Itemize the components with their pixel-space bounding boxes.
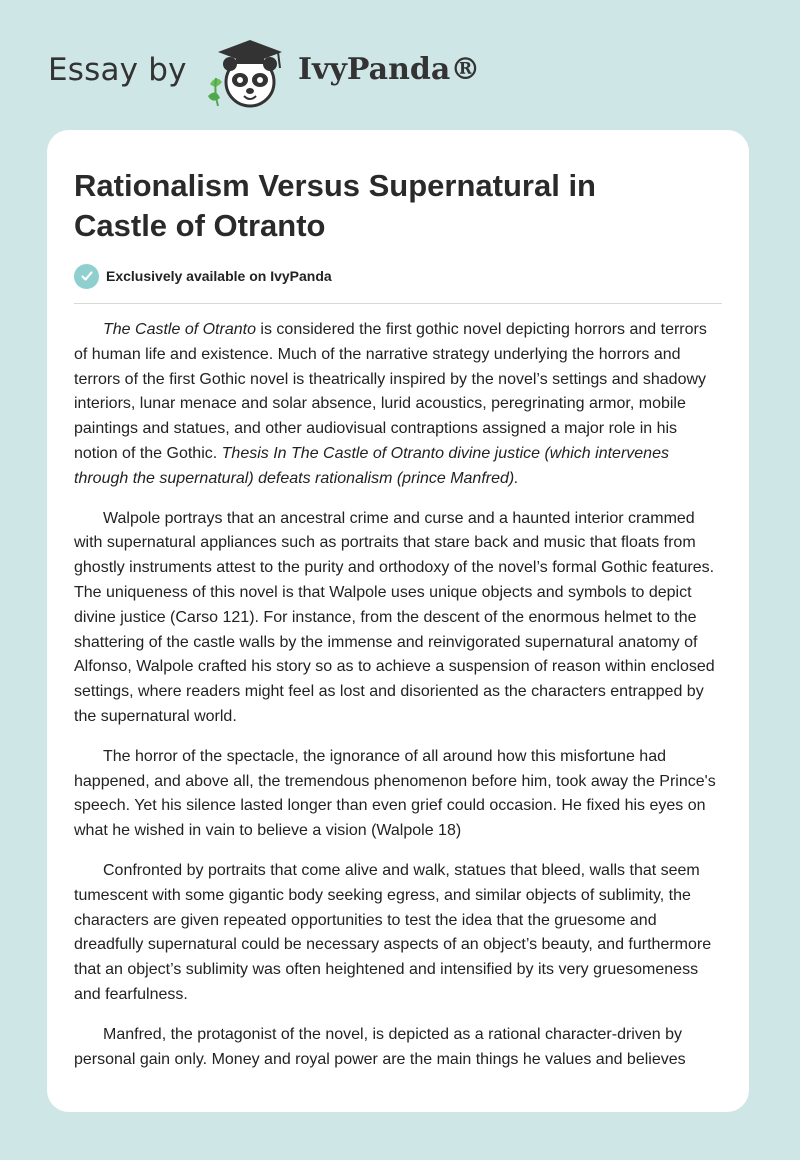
ivypanda-logo-text: IvyPanda® bbox=[298, 52, 481, 87]
paragraph-1 bbox=[74, 318, 724, 492]
page-title: Rationalism Versus Supernatural in Castle of Otranto bbox=[74, 168, 596, 243]
panda-graduate-icon bbox=[200, 34, 288, 110]
essay-body bbox=[74, 318, 724, 1087]
check-icon bbox=[74, 264, 99, 289]
divider bbox=[74, 303, 722, 304]
exclusive-badge bbox=[74, 263, 332, 289]
site-header bbox=[48, 34, 508, 110]
paragraph-1-italic-title: The Castle of Otranto bbox=[103, 321, 256, 338]
exclusive-badge-text: Exclusively available on IvyPanda bbox=[106, 268, 332, 284]
paragraph-3: The horror of the spectacle, the ignorance of all around how this misfortune had happened, and above all, the tremendous phenomenon before him, took away the Prince's speech. Yet his silence lasted longer than even grief could occasion. He fixed his eyes on what he wished in vain to believe a vision (Walpole 18) bbox=[74, 747, 716, 840]
paragraph-1-text: is considered the first gothic novel depicting horrors and terrors of human life and existence. Much of the narrative strategy underlying the horrors and terrors of the first Gothic novel is theatrically inspired by the novel’s settings and shadowy interiors, lunar menace and solar absence, lurid acoustics, peregrinating armor, mobile paintings and statues, and other audiovisual contraptions assigned a major role in his notion of the Gothic. bbox=[74, 321, 707, 462]
paragraph-4: Confronted by portraits that come alive and walk, statues that bleed, walls that seem tumescent with some gigantic body seeking egress, and similar objects of sublimity, the characters are given repeated opportunities to test the idea that the gruesome and dreadfully supernatural could be necessary aspects of an object’s beauty, and furthermore that an object’s sublimity was often heightened and intensified by its very gruesomeness and fearfulness. bbox=[74, 861, 712, 1003]
essay-by-label: Essay by bbox=[48, 52, 187, 88]
paragraph-2: Walpole portrays that an ancestral crime and curse and a haunted interior crammed with supernatural appliances such as portraits that stare back and music that floats from ghostly instruments attest to the purity and orthodoxy of the novel’s formal Gothic features. The uniqueness of this novel is that Walpole uses unique objects and symbols to depict divine justice (Carso 121). For instance, from the descent of the enormous helmet to the shattering of the castle walls by the immense and reinvigorated supernatural anatomy of Alfonso, Walpole crafted his story so as to achieve a suspension of reason within enclosed settings, where readers might feel as lost and disoriented as the characters entrapped by the supernatural world. bbox=[74, 509, 715, 725]
essay-card bbox=[47, 130, 749, 1112]
paragraph-5: Manfred, the protagonist of the novel, is depicted as a rational character-driven by personal gain only. Money and royal power are the main things he values and believes bbox=[74, 1025, 686, 1068]
paragraph-1-thesis: Thesis In The Castle of Otranto divine justice (which intervenes through the supernatural) defeats rationalism (prince Manfred). bbox=[74, 444, 669, 487]
